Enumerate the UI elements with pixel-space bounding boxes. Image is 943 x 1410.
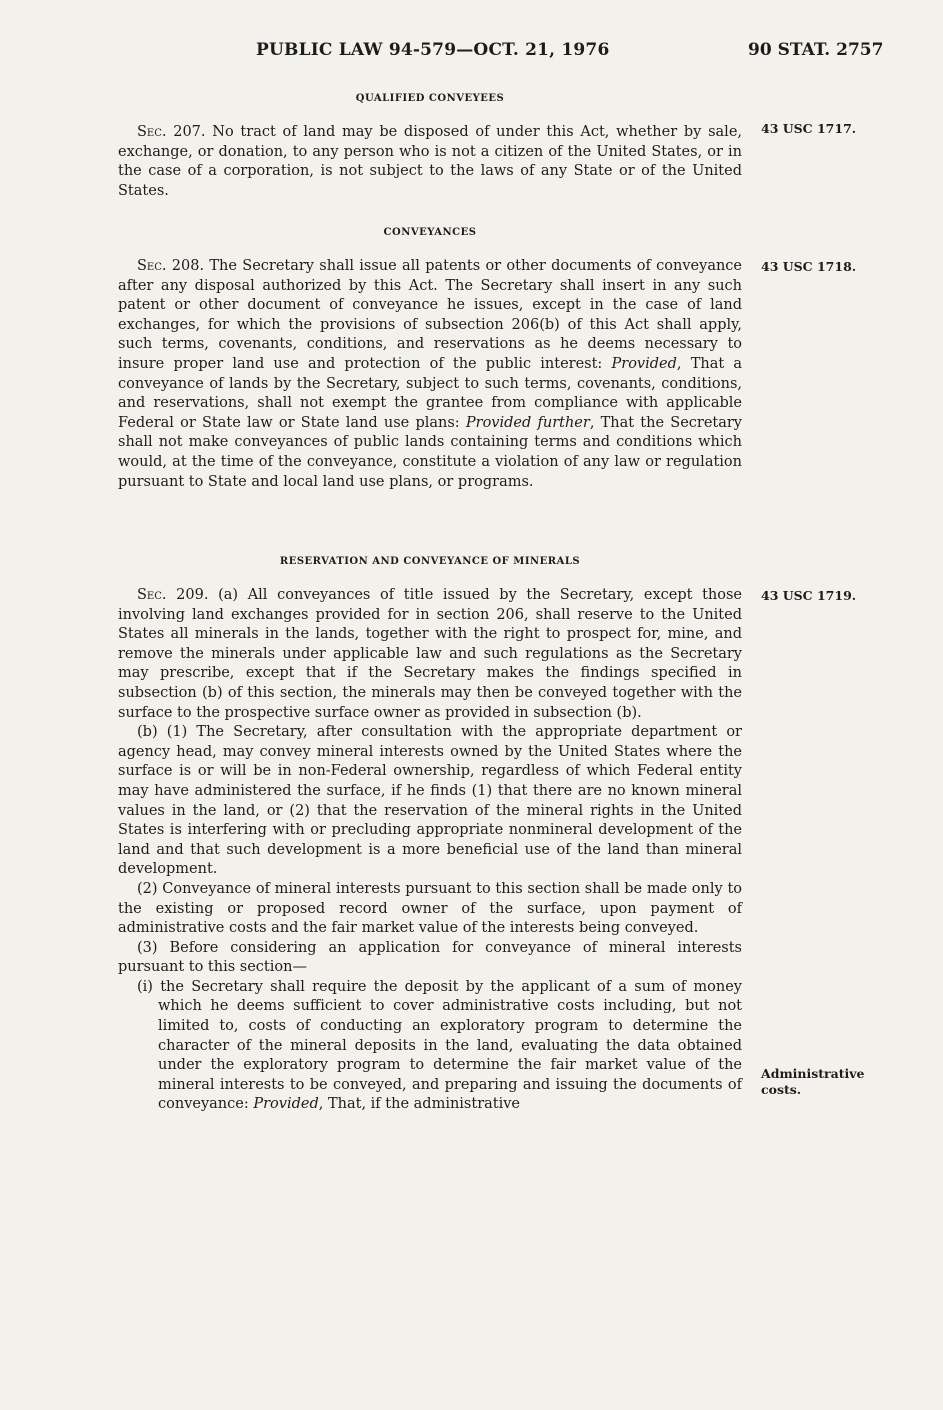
running-header-page: 90 STAT. 2757 bbox=[748, 40, 884, 60]
margin-note-administrative-costs: Administrative costs. bbox=[761, 1066, 865, 1097]
section-209-heading: RESERVATION AND CONVEYANCE OF MINERALS bbox=[279, 556, 581, 567]
section-207 bbox=[118, 93, 742, 201]
section-208-text bbox=[118, 257, 742, 492]
section-208-heading: CONVEYANCES bbox=[383, 227, 477, 238]
section-209-b3-i bbox=[118, 978, 742, 1115]
section-207-text bbox=[118, 123, 742, 201]
section-207-label: Sec. 207. bbox=[137, 124, 206, 140]
section-209-b3: (3) Before considering an application for conveyance of mineral interests pursuant to this section— bbox=[118, 939, 742, 976]
margin-note-209: 43 USC 1719. bbox=[761, 588, 857, 603]
section-208-body-a: The Secretary shall issue all patents or other documents of conveyance after any disposal authorized by this Act. The Secretary shall insert in any such patent or other document of conveyance he issues, except in the case of land exchanges, for which the provisions of subsection 206(b) of this Act shall apply, such terms, covenants, conditions, and reservations as he deems necessary to insure proper land use and protection of the public interest: bbox=[118, 258, 743, 372]
section-209-b2: (2) Conveyance of mineral interests pursuant to this section shall be made only to the existing or proposed record owner of the surface, upon payment of administrative costs and the fair market value of the interests being conveyed. bbox=[118, 880, 742, 937]
section-208-body-b: , That a conveyance of lands by the Secretary, subject to such terms, covenants, conditions, and reservations, shall not exempt the grantee from compliance with applicable Federal or State law or State land use plans: bbox=[118, 355, 742, 431]
section-209 bbox=[118, 556, 742, 1115]
running-header-title: PUBLIC LAW 94-579—OCT. 21, 1976 bbox=[256, 40, 610, 60]
section-208-body-c: , That the Secretary shall not make conveyances of public lands containing terms and conditions which would, at the time of the conveyance, constitute a violation of any law or regulation pursuant to State and local land use plans, or programs. bbox=[118, 414, 742, 490]
section-208 bbox=[118, 227, 742, 492]
section-209-b3-i-tail: , That, if the administrative bbox=[318, 1096, 521, 1113]
margin-note-208: 43 USC 1718. bbox=[761, 259, 857, 274]
margin-note-207: 43 USC 1717. bbox=[761, 121, 857, 136]
section-209-b1: (b) (1) The Secretary, after consultation with the appropriate department or agency head, may convey mineral interests owned by the United States where the surface is or will be in non-Federal ownership, regardless of which Federal entity may have administered the surface, if he finds (1) that there are no known mineral values in the land, or (2) that the reservation of the mineral rights in the United States is interfering with or precluding appropriate nonmineral development of the land and that such development is a more beneficial use of the land than mineral development. bbox=[118, 724, 742, 878]
section-208-label: Sec. 208. bbox=[137, 258, 205, 274]
section-209-label: Sec. 209. bbox=[137, 587, 209, 603]
section-209-subsection-a bbox=[118, 586, 742, 723]
section-208-provided: Provided bbox=[611, 355, 677, 372]
section-209-b3-i-body: (i) the Secretary shall require the deposit by the applicant of a sum of money which he deems sufficient to cover administrative costs including, but not limited to, costs of conducting an exploratory program to determine the character of the mineral deposits in the land, evaluating the data obtained under the exploratory program to determine the fair market value of the mineral interests to be conveyed, and preparing and issuing the documents of conveyance: bbox=[137, 978, 742, 1113]
section-209-a-body: (a) All conveyances of title issued by the Secretary, except those involving land exchanges provided for in section 206, shall reserve to the United States all minerals in the lands, together with the right to prospect for, mine, and remove the minerals under applicable law and such regulations as the Secretary may prescribe, except that if the Secretary makes the findings specified in subsection (b) of this section, the minerals may then be conveyed together with the surface to the prospective surface owner as provided in subsection (b). bbox=[118, 587, 743, 721]
section-208-provided-further: Provided further bbox=[465, 414, 590, 431]
section-207-body: No tract of land may be disposed of under this Act, whether by sale, exchange, or donation, to any person who is not a citizen of the United States, or in the case of a corporation, is not subject to the laws of any State or of the United States. bbox=[118, 124, 743, 199]
section-209-b3-i-provided: Provided bbox=[253, 1096, 319, 1113]
section-207-heading: QUALIFIED CONVEYEES bbox=[355, 93, 505, 104]
